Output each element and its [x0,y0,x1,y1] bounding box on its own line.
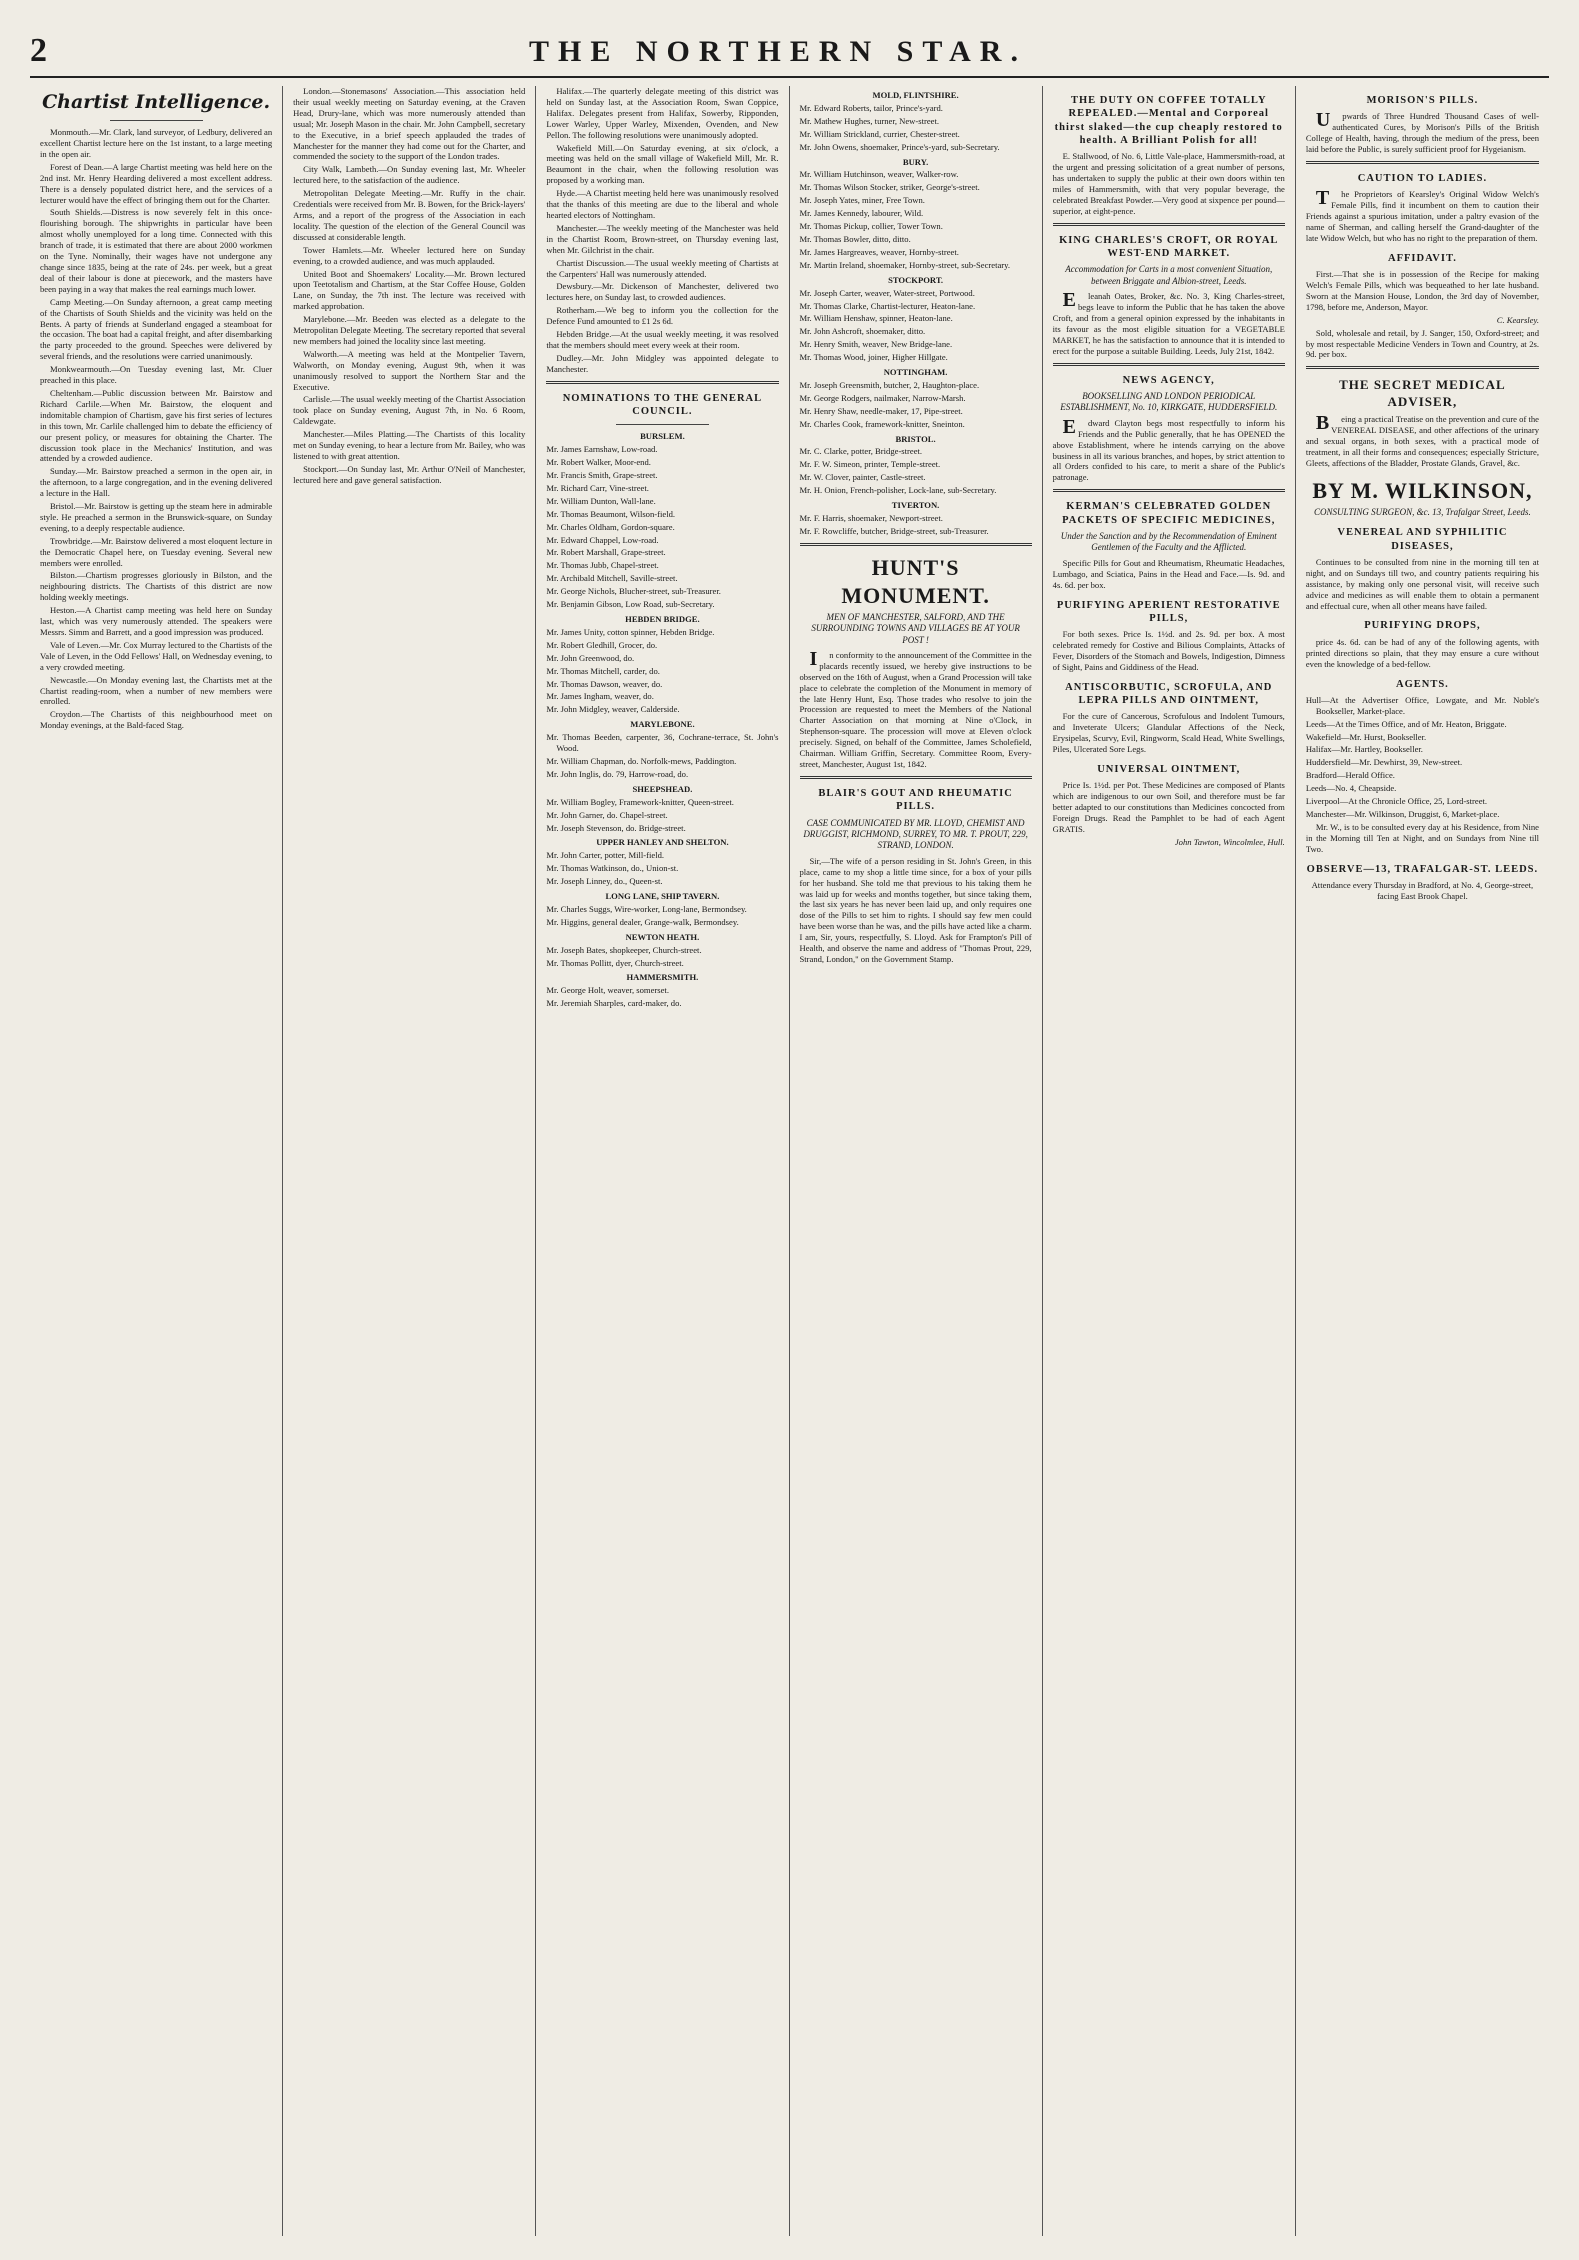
page-number: 2 [30,32,47,69]
nominations-list [800,90,1032,537]
morison-pills-text: Upwards of Three Hundred Thousand Cases of well-authenticated Cures, by Morison's Pills of the British College of Health, having, through the medium of the press, been laid before the Public, is surely sufficient proof for Hygeianism. [1305,109,1539,155]
nominee-entry: Mr. Martin Ireland, shoemaker, Hornby-street, sub-Secretary. [799,259,1011,270]
nominee-entry: Mr. James Unity, cotton spinner, Hebden Bridge. [546,626,715,637]
nominee-entry: Mr. Thomas Beeden, carpenter, 36, Cochrane-terrace, St. John's Wood. [546,732,779,754]
agent-entry: Halifax—Mr. Hartley, Bookseller. [1305,744,1423,755]
nominee-entry: Mr. John Ashcroft, shoemaker, ditto. [799,326,926,337]
nominee-entry: Mr. Robert Marshall, Grape-street. [546,547,666,558]
affidavit-heading: AFFIDAVIT. [1388,252,1457,264]
newspaper-title: THE NORTHERN STAR. [529,35,1027,68]
article-paragraph: Halifax.—The quarterly delegate meeting of this district was held on Sunday last, at the Association Room, Swan Coppice, Halifax. Delegates present from Halifax, Sowerby, Ripponden, Lower Warley, Upper Warley, Mixenden, Ovenden, and New Pellon. The following resolutions were unanimously adopted. [546,86,779,140]
list-subheading: BURSLEM. [640,431,685,442]
nominee-entry: Mr. John Carter, potter, Mill-field. [546,850,665,861]
article-paragraph: Monkwearmouth.—On Tuesday evening last, Mr. Cluer preached in this place. [40,364,273,386]
nominee-entry: Mr. F. W. Simeon, printer, Temple-street. [799,459,941,470]
article-paragraph: Croydon.—The Chartists of this neighbourhood meet on Monday evenings, at the Bald-faced Stag. [40,709,273,731]
list-subheading: HAMMERSMITH. [626,972,699,983]
article-paragraph: Manchester.—The weekly meeting of the Manchester was held in the Chartist Room, Brown-street, on Thursday evening last, when Mr. Gilchrist in the chair. [546,222,779,255]
agent-entry: Bradford—Herald Office. [1305,770,1395,781]
nominee-entry: Mr. Thomas Pickup, collier, Tower Town. [799,221,943,232]
agent-entry: Leeds—No. 4, Cheapside. [1305,783,1397,794]
secret-adviser-heading: THE SECRET MEDICAL ADVISER, [1339,377,1506,409]
nominee-entry: Mr. George Nichols, Blucher-street, sub-Treasurer. [546,586,721,597]
agent-entry: Liverpool—At the Chronicle Office, 25, Lord-street. [1305,796,1488,807]
article-paragraph: Dudley.—Mr. John Midgley was appointed delegate to Manchester. [546,352,779,374]
agent-entry: Leeds—At the Times Office, and of Mr. Heaton, Briggate. [1305,718,1507,729]
article-paragraph: Forest of Dean.—A large Chartist meeting was held here on the 2nd inst. Mr. Henry Hearding delivered a most excellent address. There is a densely populated district here, and the services of a lecturer would have the effect of bringing them out for the Charter. [40,161,273,205]
venereal-heading: VENEREAL AND SYPHILITIC DISEASES, [1337,527,1508,552]
secret-adviser-text: Being a practical Treatise on the prevention and cure of the VENEREAL DISEASE, and other affections of the urinary and sexual organs, in both sexes, with a practical mode of treatment, in all their forms and consequences; especially Stricture, Gleets, affections of the Bladder, Prostate Glands, Gravel, &c. [1305,412,1539,469]
nominee-entry: Mr. Henry Smith, weaver, New Bridge-lane. [799,339,953,350]
purifying-drops-text: price 4s. 6d. can be had of any of the following agents, with printed directions so plain, that they may ensure a cure without even the knowledge of a bed-fellow. [1305,636,1539,669]
divider [1053,489,1285,492]
nominee-entry: Mr. John Owens, shoemaker, Prince's-yard, sub-Secretary. [799,141,1000,152]
article-list [40,127,272,731]
news-agency-subheading: BOOKSELLING AND LONDON PERIODICAL ESTABLISHMENT, No. 10, KIRKGATE, HUDDERSFIELD. [1060,391,1278,413]
nominee-entry: Mr. John Greenwood, do. [546,652,635,663]
kerman-heading: KERMAN'S CELEBRATED GOLDEN PACKETS OF SPECIFIC MEDICINES, [1062,501,1276,526]
nominee-entry: Mr. William Strickland, currier, Chester-street. [799,128,960,139]
nominee-entry: Mr. James Earnshaw, Low-road. [546,444,658,455]
list-subheading: TIVERTON. [891,500,940,511]
column-grid [30,86,1549,2236]
article-paragraph: Metropolitan Delegate Meeting.—Mr. Ruffy in the chair. Credentials were received from Mr. B. Bowen, for the Brick-layers' Arms, and a report of the progress of the Association in each locality. The question of the election of the General Council was discussed at considerable length. [293,188,526,242]
coffee-ad-text: E. Stallwood, of No. 6, Little Vale-place, Hammersmith-road, at the urgent and pressing solicitation of a great number of persons, has undertaken to supply the public at their own doors within ten miles of Hammersmith, with that very popular beverage, the celebrated Breakfast Powder.—Very good at sixpence per pound—superior, at eight-pence. [1052,151,1285,216]
observe-heading: OBSERVE—13, TRAFALGAR-ST. LEEDS. [1306,863,1539,875]
sold-by-text: Sold, wholesale and retail, by J. Sanger, 150, Oxford-street; and by most respectable Medicine Venders in Town and Country, at 2s. 9d. per box. [1305,327,1539,360]
nominee-entry: Mr. Thomas Beaumont, Wilson-field. [546,508,676,519]
nominee-entry: Mr. Charles Oldham, Gordon-square. [546,521,675,532]
purifying-pills-text: For both sexes. Price Is. 1½d. and 2s. 9d. per box. A most celebrated remedy for Costive and Bilious Complaints, Attacks of Fever, Disorders of the Stomach and Bowels, Indigestion, Dimness of Sight, Pains and Giddiness of the Head. [1052,629,1285,672]
list-subheading: MOLD, FLINTSHIRE. [872,90,959,100]
nominee-entry: Mr. F. Harris, shoemaker, Newport-street. [799,513,943,523]
article-paragraph: Bristol.—Mr. Bairstow is getting up the steam here in admirable style. He preached a sermon in the Brunswick-square, on Sunday evening, to a deeply respectable audience. [40,501,273,533]
nominee-entry: Mr. William Bogley, Framework-knitter, Queen-street. [546,796,734,807]
list-subheading: MARYLEBONE. [630,719,695,730]
column-2 [283,86,536,2236]
nominee-entry: Mr. Mathew Hughes, turner, New-street. [799,115,940,126]
observe-footer: Attendance every Thursday in Bradford, at No. 4, George-street, facing East Brook Chapel. [1311,879,1534,901]
nominee-entry: Mr. Thomas Wilson Stocker, striker, George's-street. [799,182,980,193]
affidavit-signature: C. Kearsley. [1496,314,1539,325]
blair-pills-subheading: CASE COMMUNICATED BY MR. LLOYD, CHEMIST AND DRUGGIST, RICHMOND, SURREY, TO MR. T. PROUT, 229, STRAND, LONDON. [803,817,1028,851]
venereal-text: Continues to be consulted from nine in the morning till ten at night, and on Sundays till two, and country patients requiring his assistance, by making only one personal visit, will receive such advice and medicines as will enable them to obtain a permanent and effectual cure, when all other means have failed. [1305,556,1539,611]
column-3 [536,86,789,2236]
nominee-entry: Mr. Edward Chappel, Low-road. [546,534,659,545]
nominations-heading: NOMINATIONS TO THE GENERAL COUNCIL. [562,392,763,417]
list-subheading: LONG LANE, SHIP TAVERN. [605,891,720,902]
nominee-entry: Mr. Joseph Bates, shopkeeper, Church-street. [546,944,702,955]
nominee-entry: Mr. Henry Shaw, needle-maker, 17, Pipe-street. [799,405,963,416]
article-paragraph: Chartist Discussion.—The usual weekly meeting of Chartists at the Carpenters' Hall was numerously attended. [546,257,779,279]
article-paragraph: Bilston.—Chartism progresses gloriously in Bilston, and the neighbouring districts. The Chartists of this district are now holding weekly meetings. [40,570,273,603]
article-paragraph: London.—Stonemasons' Association.—This association held their usual weekly meeting on Saturday evening, at the Craven Head, Drury-lane, which was more numerously attended than usual; Mr. Joseph Mason in the chair. Mr. John Campbell, secretary to the Executive, in a brief speech applauded the trades of Manchester for the manner they had come out for the Charter, and commended the society to the support of the London trades. [293,86,526,162]
agent-entry: Manchester—Mr. Wilkinson, Druggist, 6, Market-place. [1305,809,1500,819]
nominee-entry: Mr. Archibald Mitchell, Saville-street. [546,573,678,584]
list-subheading: UPPER HANLEY AND SHELTON. [596,837,729,848]
antiscorbutic-text: For the cure of Cancerous, Scrofulous and Indolent Tumours, and Inveterate Ulcers; Glandular Affections of the Neck, Erysipelas, Scurvy, Evil, Ringworm, Scald Head, White Swellings, Piles, Ulcerated Sore Legs. [1052,711,1285,755]
divider [1306,161,1539,164]
article-paragraph: Tower Hamlets.—Mr. Wheeler lectured here on Sunday evening, to a crowded audience, and was much applauded. [293,244,526,266]
article-paragraph: Monmouth.—Mr. Clark, land surveyor, of Ledbury, delivered an excellent Chartist lecture here on the 1st instant, to a large meeting in the open air. [40,127,273,159]
nominee-entry: Mr. Thomas Clarke, Chartist-lecturer, Heaton-lane. [799,300,976,311]
column-6 [1296,86,1549,2236]
divider [1053,363,1285,366]
nominee-entry: Mr. William Henshaw, spinner, Heaton-lane. [799,313,953,324]
divider [1306,366,1539,369]
nominee-entry: Mr. James Kennedy, labourer, Wild. [799,208,924,219]
article-paragraph: Newcastle.—On Monday evening last, the Chartists met at the Chartist reading-room, when a number of new members were enrolled. [40,674,273,707]
kings-croft-subheading: Accommodation for Carts in a most convenient Situation, between Briggate and Albion-street, Leeds. [1065,264,1273,286]
blair-pills-text: Sir,—The wife of a person residing in St. John's Green, in this place, came to my shop a little time since, for a box of your pills for her husband. She told me that previous to his taking them he was laid up for weeks and months together, but since taking them, the last six years he has never been laid up, and only requires one dose of the Pills to set him to rights. I should say few men could have been worse than he was, and the pills have acted like a charm. I am, Sir, yours, respectfully, S. Lloyd. Ask for Frampton's Pill of Health, and observe the name and address of "Thomas Prout, 229, Strand, London," on the Government Stamp. [799,855,1032,964]
kerman-subheading: Under the Sanction and by the Recommendation of Eminent Gentlemen of the Faculty and the Afflicted. [1060,530,1277,553]
nominee-entry: Mr. Joseph Yates, miner, Free Town. [799,195,925,206]
article-paragraph: Cheltenham.—Public discussion between Mr. Bairstow and Richard Carlile.—When Mr. Bairstow, the eloquent and indomitable champion of Chartism, gave his first series of lectures in this town, Mr. Carlile challenged him to debate the efficiency of our present policy, or measures for obtaining the Charter. The discussion took place in the Mechanics' Institution, and was attended by a crowded audience. [40,387,273,464]
article-paragraph: Stockport.—On Sunday last, Mr. Arthur O'Neil of Manchester, lectured here and gave general satisfaction. [293,463,526,485]
article-paragraph: Manchester.—Miles Platting.—The Chartists of this locality met on Sunday evening, to hear a lecture from Mr. Bailey, who was listened to with great attention. [293,429,526,461]
article-paragraph: Dewsbury.—Mr. Dickenson of Manchester, delivered two lectures here, on Sunday last, to crowded audiences. [546,281,779,303]
nominee-entry: Mr. F. Rowcliffe, butcher, Bridge-street, sub-Treasurer. [799,525,989,536]
article-paragraph: South Shields.—Distress is now severely felt in this once-flourishing borough. The shipwrights in particular have been almost wholly unemployed for a long time. Connected with this branch of trade, it is estimated that there are about 2000 workmen on the Tyne. Nominally, their wages have not undergone any change since 1835, being at the rate of 24s. per week, but a great deal of their labour is done at piecework, and the masters have been paying in a way that makes the real earnings much lower. [40,207,273,294]
nominee-entry: Mr. Thomas Pollitt, dyer, Church-street. [546,957,684,968]
news-agency-text: Edward Clayton begs most respectfully to inform his Friends and the Public generally, that he has OPENED the above Establishment, where he intends carrying on the above business in all its various branches, and hopes, by strict attention to all Orders confided to his care, to merit a share of the Public's patronage. [1052,415,1285,483]
article-paragraph: United Boot and Shoemakers' Locality.—Mr. Brown lectured upon Teetotalism and Chartism, at the Star Coffee House, Golden Lane, on Sunday, the 7th inst. The lecture was received with marked approbation. [293,268,526,312]
nominee-entry: Mr. Robert Walker, Moor-end. [546,457,651,468]
antiscorbutic-heading: ANTISCORBUTIC, SCROFULA, AND LEPRA PILLS AND OINTMENT, [1065,681,1273,707]
article-paragraph: Rotherham.—We beg to inform you the collection for the Defence Fund amounted to £1 2s 6d. [546,305,779,327]
nominee-entry: Mr. Joseph Linney, do., Queen-st. [546,876,663,887]
nominee-entry: Mr. George Rodgers, nailmaker, Narrow-Marsh. [799,392,966,403]
nominee-entry: Mr. Benjamin Gibson, Low Road, sub-Secretary. [546,599,715,610]
kings-croft-text: Eleanah Oates, Broker, &c. No. 3, King Charles-street, begs leave to inform the Public that he has taken the above Croft, and from a general opinion expressed by the inhabitants in its favour as the most eligible situation for a VEGETABLE MARKET, he has the satisfaction to announce that it is intended to erect for the purpose a suitable Building. Leeds, July 21st, 1842. [1052,289,1285,356]
article-paragraph: Hebden Bridge.—At the usual weekly meeting, it was resolved that the members should meet every week at their room. [546,329,779,350]
morison-pills-heading: MORISON'S PILLS. [1366,95,1479,106]
nominee-entry: Mr. Joseph Carter, weaver, Water-street, Portwood. [799,287,975,298]
list-subheading: SHEEPSHEAD. [632,783,693,794]
nominee-entry: Mr. Charles Cook, framework-knitter, Sneinton. [799,418,965,429]
agent-entry: Wakefield—Mr. Hurst, Bookseller. [1305,731,1427,742]
article-list [546,86,778,375]
wilkinson-subheading: CONSULTING SURGEON, &c. 13, Trafalgar Street, Leeds. [1314,506,1531,517]
list-subheading: BRISTOL. [895,433,936,444]
nominee-entry: Mr. Francis Smith, Grape-street. [546,470,658,481]
divider [546,381,778,384]
article-paragraph: Walworth.—A meeting was held at the Montpelier Tavern, Walworth, on Monday evening, August 9th, when it was unanimously resolved to support the Northern Star and the Executive. [293,348,526,392]
nominee-entry: Mr. William Hutchinson, weaver, Walker-row. [799,169,959,180]
blair-pills-heading: BLAIR'S GOUT AND RHEUMATIC PILLS. [818,787,1013,813]
agent-entry: Huddersfield—Mr. Dewhirst, 39, New-street. [1305,757,1463,768]
nominee-entry: Mr. Joseph Stevenson, do. Bridge-street. [546,822,686,833]
article-paragraph: Vale of Leven.—Mr. Cox Murray lectured to the Chartists of the Vale of Leven, in the Odd Fellows' Hall, on Wednesday evening, to a very crowded meeting. [40,639,273,672]
nominee-entry: Mr. Thomas Mitchell, carder, do. [546,665,660,676]
nominee-entry: Mr. Thomas Watkinson, do., Union-st. [546,863,679,874]
agents-list [1306,695,1539,820]
divider [800,543,1032,546]
hunts-monument-text: In conformity to the announcement of the Committee in the placards recently issued, we hereby give instructions to be observed on the 16th of August, when a Grand Procession will take place to celebrate the completion of the Monument in memory of the late Henry Hunt, Esq. Those trades who resolve to join the Procession are requested to meet the Members of the National Charter Association on that morning at Nine o'Clock, in Stephenson-square. The procession will move at Eleven o'clock precisely. Signed, on behalf of the Committee, James Scholefield, Chairman. William Griffin, Secretary. Committee Room, Every-street, Manchester, August 1st, 1842. [799,647,1032,770]
nominee-entry: Mr. Edward Roberts, tailor, Prince's-yard. [799,102,943,113]
list-subheading: HEBDEN BRIDGE. [625,614,700,624]
signature: John Tawton, Wincolmlee, Hull. [1174,836,1285,847]
purifying-drops-heading: PURIFYING DROPS, [1364,620,1481,632]
article-paragraph: Camp Meeting.—On Sunday afternoon, a great camp meeting of the Chartists of South Shields and the vicinity was held on the Bents. A party of friends at Sunderland engaged a steamboat for the occasion. The boat had a capital freight, and after disembarking the party proceeded to the ground. Speeches were delivered by several friends, and the resolutions were carried unanimously. [40,296,273,362]
hunts-monument-heading: HUNT'S MONUMENT. [841,554,990,608]
nominee-entry: Mr. William Chapman, do. Norfolk-mews, Paddington. [546,755,737,766]
nominee-entry: Mr. John Garner, do. Chapel-street. [546,809,668,820]
nominee-entry: Mr. James Ingham, weaver, do. [546,691,654,702]
nominee-entry: Mr. Jeremiah Sharples, card-maker, do. [546,998,682,1009]
agents-heading: AGENTS. [1396,678,1449,690]
article-paragraph: Marylebone.—Mr. Beeden was elected as a delegate to the Metropolitan Delegate Meeting. The secretary reported that several new members had joined the locality since last meeting. [293,314,526,346]
nominee-entry: Mr. James Hargreaves, weaver, Hornby-street. [799,246,959,257]
article-paragraph: Carlisle.—The usual weekly meeting of the Chartist Association took place on Sunday evening, August 7th, in No. 6 Room, Caldewgate. [293,394,526,427]
kerman-text: Specific Pills for Gout and Rheumatism, Rheumatic Headaches, Lumbago, and Sciatica, Pains in the Head and Face.—Is. 9d. and 4s. 6d. per box. [1052,557,1285,590]
nominee-entry: Mr. Joseph Greensmith, butcher, 2, Haughton-place. [799,379,980,390]
purifying-pills-heading: PURIFYING APERIENT RESTORATIVE PILLS, [1056,599,1281,624]
list-subheading: BURY. [902,156,929,167]
nominee-entry: Mr. William Dunton, Wall-lane. [546,495,656,506]
divider [616,424,709,425]
nominee-entry: Mr. Robert Gledhill, Grocer, do. [546,639,658,650]
affidavit-text: First.—That she is in possession of the Recipe for making Welch's Female Pills, which was bequeathed to her late husband. Sworn at the Mansion House, London, the 3rd day of November, 1798, before me, Anderson, Mayor. [1305,269,1539,312]
list-subheading: STOCKPORT. [888,274,944,285]
nominee-entry: Mr. Thomas Wood, joiner, Higher Hillgate. [799,352,948,363]
nominee-entry: Mr. Thomas Jubb, Chapel-street. [546,560,659,571]
article-paragraph: City Walk, Lambeth.—On Sunday evening last, Mr. Wheeler lectured here, to the satisfaction of the audience. [293,164,526,186]
divider [1053,223,1285,226]
nominee-entry: Mr. Higgins, general dealer, Grange-walk, Bermondsey. [546,916,739,927]
nominee-entry: Mr. John Midgley, weaver, Calderside. [546,704,680,715]
hunts-monument-subheading: MEN OF MANCHESTER, SALFORD, AND THE SURROUNDING TOWNS AND VILLAGES BE AT YOUR POST ! [811,611,1020,645]
kings-croft-heading: KING CHARLES'S CROFT, OR ROYAL WEST-END MARKET. [1059,234,1279,260]
column-4 [790,86,1043,2236]
observe-text: Mr. W., is to be consulted every day at his Residence, from Nine in the Morning till Ten at Night, and on Sundays from Nine till Two. [1305,821,1539,854]
article-paragraph: Wakefield Mill.—On Saturday evening, at six o'clock, a meeting was held on the small village of Wakefield Mill, Mr. R. Beaumont in the chair, when the following resolution was proposed by a working man. [546,142,779,186]
section-heading-chartist-intelligence: Chartist Intelligence. [42,91,271,113]
column-1 [30,86,283,2236]
article-paragraph: Hyde.—A Chartist meeting held here was unanimously resolved that the thanks of this meeting are due to the liberal and whole hearted electors of Nottingham. [546,188,779,220]
universal-ointment-heading: UNIVERSAL OINTMENT, [1097,764,1241,776]
masthead [30,34,1549,78]
article-paragraph: Trowbridge.—Mr. Bairstow delivered a most eloquent lecture in the Democratic Chapel here, on Tuesday evening. Several new members were enrolled. [40,535,273,568]
coffee-ad-heading: THE DUTY ON COFFEE TOTALLY REPEALED.—Mental and Corporeal thirst slaked—the cup cheaply restored to health. A Brilliant Polish for all! [1054,95,1283,146]
nominee-entry: Mr. George Holt, weaver, somerset. [546,985,669,996]
nominee-entry: Mr. W. Clover, painter, Castle-street. [799,472,926,483]
caution-text: The Proprietors of Kearsley's Original Widow Welch's Female Pills, find it incumbent on them to caution their Friends against a spurious imitation, under a paltry evasion of the name of Sherman, and calling herself the Grand-daughter of the late Widow Welch, but who has no right to the preparation of them. [1305,187,1539,243]
nominee-entry: Mr. Charles Suggs, Wire-worker, Long-lane, Bermondsey. [546,903,747,914]
article-paragraph: Heston.—A Chartist camp meeting was held here on Sunday last, which was very numerously attended. The speakers were Messrs. Simm and Barrett, and a good impression was produced. [40,605,273,637]
article-list [293,86,525,486]
caution-heading: CAUTION TO LADIES. [1357,172,1488,184]
nominee-entry: Mr. Thomas Bowler, ditto, ditto. [799,233,911,244]
divider [800,776,1032,779]
universal-ointment-text: Price Is. 1½d. per Pot. These Medicines are composed of Plants which are indigenous to our own Soil, and therefore must be far better adapted to our constitutions than Medicines concocted from Foreign Drugs. Read the Pamphlet to be had of each Agent GRATIS. [1052,780,1285,835]
nominee-entry: Mr. Thomas Dawson, weaver, do. [546,678,663,689]
agent-entry: Hull—At the Advertiser Office, Lowgate, and Mr. Noble's Bookseller, Market-place. [1305,694,1539,716]
nominee-entry: Mr. John Inglis, do. 79, Harrow-road, do. [546,768,689,779]
wilkinson-heading: BY M. WILKINSON, [1312,477,1533,503]
list-subheading: NOTTINGHAM. [883,367,948,378]
nominations-list [546,431,778,1009]
nominee-entry: Mr. C. Clarke, potter, Bridge-street. [799,446,923,457]
nominee-entry: Mr. Richard Carr, Vine-street. [546,482,649,493]
article-paragraph: Sunday.—Mr. Bairstow preached a sermon in the open air, in the afternoon, to a large congregation, and in the evening delivered a lecture in the Hall. [40,466,273,499]
nominee-entry: Mr. H. Onion, French-polisher, Lock-lane, sub-Secretary. [799,485,997,496]
news-agency-heading: NEWS AGENCY, [1122,374,1215,386]
column-5 [1043,86,1296,2236]
list-subheading: NEWTON HEATH. [625,931,700,942]
divider [110,120,203,121]
